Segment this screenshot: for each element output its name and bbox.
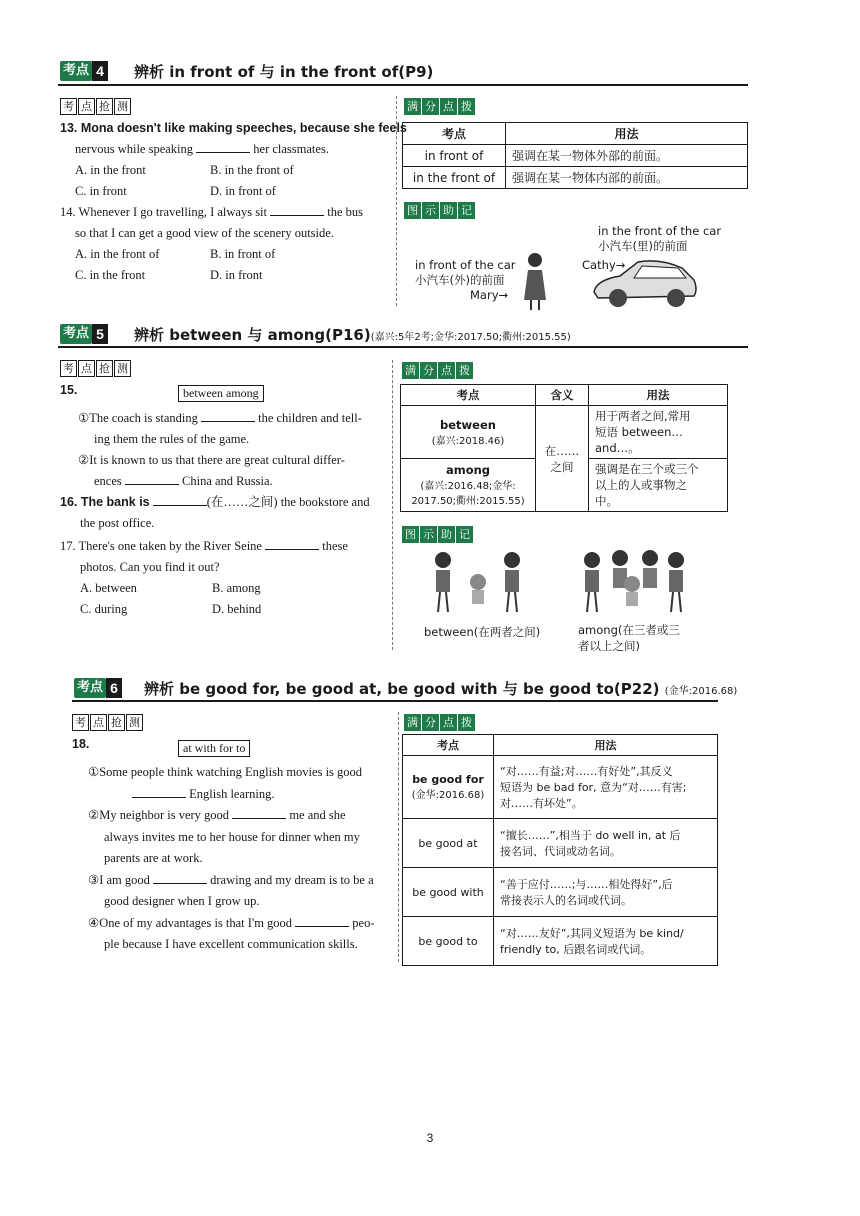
picture-label: 图 示 助 记 [404, 202, 476, 219]
practice-label: 考 点 抢 测 [60, 360, 132, 377]
mary-figure [520, 250, 550, 312]
word-box: at with for to [178, 740, 250, 757]
section-5-title: 辨析 between 与 among(P16)(嘉兴:5年2考;金华:2017.50;衢州:2015.55) [134, 326, 571, 344]
caption-between: between(在两者之间) [424, 625, 541, 639]
tips-label: 满 分 点 拨 [404, 98, 476, 115]
q16-q17: 16. The bank is (在……之间) the bookstore and the post office. 17. There's one taken by the River Seine these photos. Can you find it out? A. between B. among C. during D. behind [60, 495, 370, 616]
table-s4: 考点 用法 in front of 强调在某一物体外部的前面。 in the front of 强调在某一物体内部的前面。 [402, 122, 748, 189]
kaodian-6-tag: 考点 6 [74, 677, 122, 699]
section-rule [58, 84, 748, 86]
kaodian-number: 4 [92, 61, 108, 81]
caption-in-the-front: in the front of the car 小汽车(里)的前面 [598, 224, 722, 253]
tips-label: 满 分 点 拨 [404, 714, 476, 731]
caption-in-front: in front of the car 小汽车(外)的前面 Mary→ [415, 258, 516, 302]
among-illustration [578, 548, 690, 618]
section-rule [58, 346, 748, 348]
section-rule [72, 700, 718, 702]
practice-label: 考 点 抢 测 [60, 98, 132, 115]
q15: 15. [60, 383, 78, 397]
q18: 18. [72, 737, 90, 751]
q15-items: ①The coach is standing the children and tell- ing them the rules of the game. ②It is known to us that there are great cultural differ- ences China and Russia. [78, 411, 362, 488]
divider [398, 712, 399, 962]
section-4-title: 辨析 in front of 与 in the front of(P9) [134, 63, 434, 81]
picture-label: 图 示 助 记 [402, 526, 474, 543]
between-illustration [428, 548, 528, 618]
practice-label: 考 点 抢 测 [72, 714, 144, 731]
table-s6: 考点 用法 be good for (金华:2016.68) “对……有益;对……有好处”,其反义 短语为 be bad for, 意为“对……有害; 对……有坏处”。 be good at “擅长……”,相当于 do well in, at 后 接名词、代词或动名词。 be good with “善于应付……;与……相处得好”,后 常接表示人的名词或代词。 be good to “对……友好”,其同义短语为 be kind/ friendly to, 后跟名词或代词。 [402, 734, 718, 966]
divider [392, 360, 393, 650]
page-number: 3 [426, 1131, 434, 1145]
cathy-label: Cathy→ [582, 258, 626, 272]
q18-items: ①Some people think watching English movies is good English learning. ②My neighbor is very good me and she always invites me to her house for dinner when my parents are at work. ③I am good drawing and my dream is to be a good designer when I grow up. ④One of my advantages is that I'm good peo- ple because I have excellent communication skills. [88, 765, 375, 951]
caption-among: among(在三者或三 者以上之间) [578, 623, 680, 653]
car-illustration [590, 254, 700, 310]
kaodian-4-tag [60, 60, 108, 82]
word-box: between among [178, 385, 264, 402]
section-6-title: 辨析 be good for, be good at, be good with 与 be good to(P22) (金华:2016.68) [144, 680, 738, 698]
tips-label: 满 分 点 拨 [402, 362, 474, 379]
kaodian-5-tag: 考点 5 [60, 323, 108, 345]
kaodian-label: 考点 [60, 61, 92, 81]
table-s5: 考点 含义 用法 between (嘉兴:2018.46) 在…… 之间 用于两者之间,常用 短语 between…and…。 among (嘉兴:2016.48;金华: 2017.50;衢州:2015.55) 强调是在三个或三个 以上的人或事物之 中。 [400, 384, 728, 512]
q13: 13. Mona doesn't like making speeches, because she feels nervous while speaking her classmates. A. in the front B. in the front of C. in front D. in front of 14. Whenever I go travelling, I always sit the bus so that I can get a good view of the scenery outside. A. in the front of B. in front of C. in the front D. in front [60, 121, 407, 282]
